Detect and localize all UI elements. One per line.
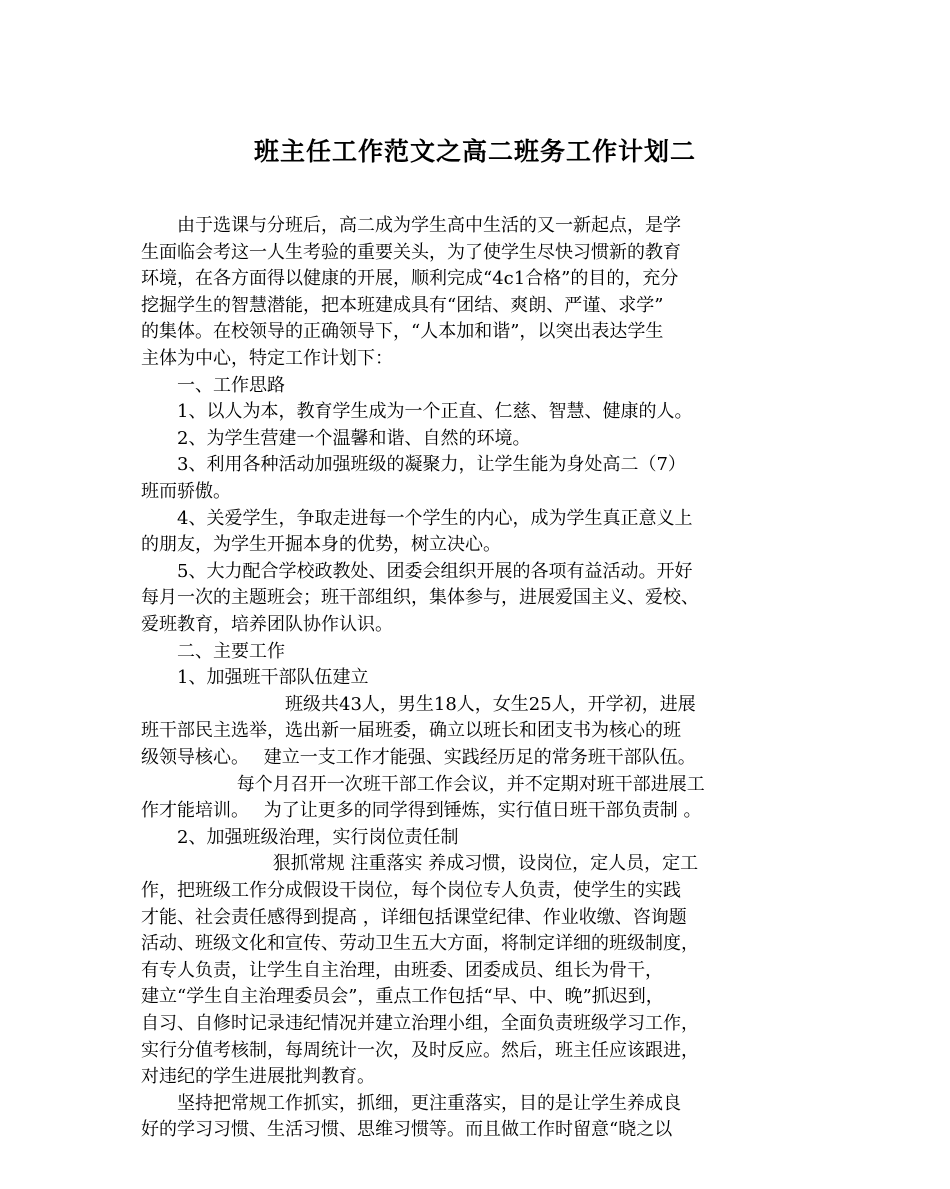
- body-line: 对违纪的学生进展批判教育。: [141, 1066, 375, 1088]
- body-line: 班而骄傲。: [141, 481, 231, 502]
- body-line: 才能、社会责任感得到提高 ，详细包括课堂纪律、作业收缴、咨询题: [141, 906, 687, 928]
- body-line: 每月一次的主题班会；班干部组织，集体参与，进展爱国主义、爱校、: [141, 587, 699, 609]
- body-line: 作才能培训。 为了让更多的同学得到锤炼，实行值日班干部负责制 。: [141, 800, 702, 822]
- body-line: 二、主要工作: [141, 640, 285, 662]
- body-line: 生面临会考这一人生考验的重要关头，为了使学生尽快习惯新的教育: [141, 241, 681, 263]
- body-line: 建立“学生自主治理委员会”，重点工作包括“早、中、晚”抓迟到，: [141, 986, 664, 1008]
- document-title: 班主任工作范文之高二班务工作计划二: [253, 137, 696, 166]
- body-line: 活动、班级文化和宣传、劳动卫生五大方面，将制定详细的班级制度，: [141, 933, 699, 955]
- body-line: 爱班教育，培养团队协作认识。: [141, 614, 393, 635]
- body-line: 坚持把常规工作抓实，抓细，更注重落实，目的是让学生养成良: [141, 1092, 681, 1114]
- body-line: 级领导核心。 建立一支工作才能强、实践经历足的常务班干部队伍。: [141, 747, 696, 768]
- body-line: 作，把班级工作分成假设干岗位，每个岗位专人负责，使学生的实践: [141, 880, 681, 901]
- body-line: 2、为学生营建一个温馨和谐、自然的环境。: [141, 427, 531, 449]
- body-line: 好的学习习惯、生活习惯、思维习惯等。而且做工作时留意“晓之以: [141, 1119, 673, 1141]
- body-line: 3、利用各种活动加强班级的凝聚力，让学生能为身处高二（7）: [141, 454, 686, 476]
- body-line: 每个月召开一次班干部工作会议，并不定期对班干部进展工: [141, 773, 705, 795]
- body-line: 狠抓常规 注重落实 养成习惯，设岗位，定人员，定工: [141, 853, 699, 875]
- body-line: 的集体。在校领导的正确领导下，“人本加和谐”，以突出表达学生: [141, 321, 664, 343]
- body-line: 自习、自修时记录违纪情况并建立治理小组，全面负责班级学习工作，: [141, 1013, 699, 1034]
- body-line: 主体为中心，特定工作计划下：: [141, 348, 393, 369]
- body-line: 1、加强班干部队伍建立: [141, 667, 369, 689]
- body-line: 由于选课与分班后，高二成为学生高中生活的又一新起点，是学: [141, 215, 681, 236]
- body-line: 实行分值考核制，每周统计一次，及时反应。然后，班主任应该跟进，: [141, 1039, 699, 1061]
- body-line: 5、大力配合学校政教处、团委会组织开展的各项有益活动。开好: [141, 560, 693, 582]
- body-line: 4、关爱学生，争取走进每一个学生的内心，成为学生真正意义上: [141, 507, 693, 529]
- body-line: 挖掘学生的智慧潜能，把本班建成具有“团结、爽朗、严谨、求学”: [141, 294, 664, 316]
- body-line: 班干部民主选举，选出新一届班委，确立以班长和团支书为核心的班: [141, 720, 681, 742]
- body-line: 有专人负责，让学生自主治理，由班委、团委成员、组长为骨干，: [141, 959, 663, 981]
- body-line: 的朋友，为学生开掘本身的优势，树立决心。: [141, 534, 501, 556]
- body-line: 一、工作思路: [141, 374, 285, 396]
- body-line: 2、加强班级治理，实行岗位责任制: [141, 826, 459, 848]
- body-line: 班级共43人，男生18人，女生25人，开学初，进展: [141, 693, 696, 715]
- body-line: 环境，在各方面得以健康的开展，顺利完成“4c1合格”的目的，充分: [141, 268, 679, 290]
- body-line: 1、以人为本，教育学生成为一个正直、仁慈、智慧、健康的人。: [141, 401, 693, 423]
